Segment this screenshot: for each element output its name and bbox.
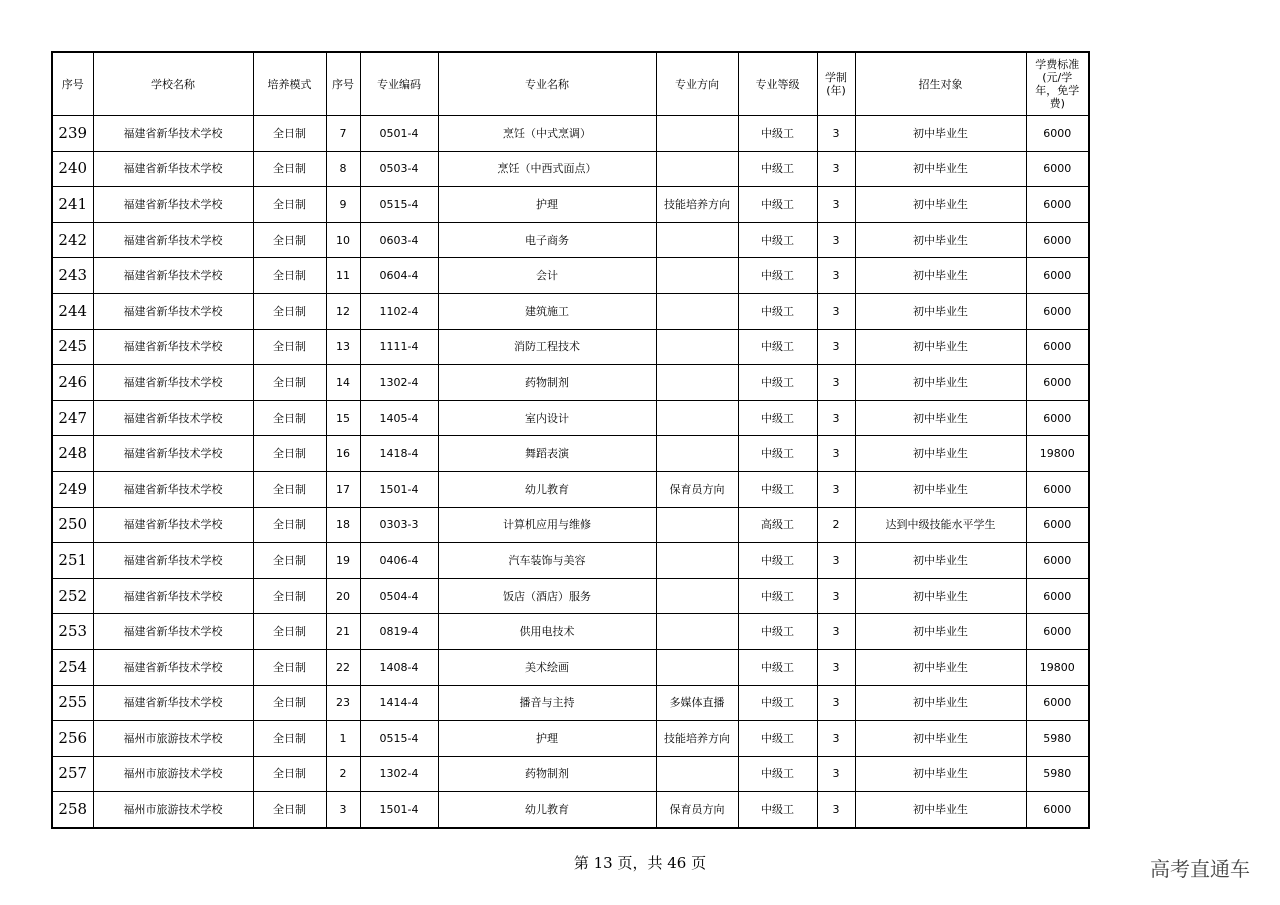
major-name-cell: 药物制剂 — [438, 756, 656, 792]
page-footer: 第 13 页，共 46 页 — [573, 854, 707, 872]
school-name-cell: 福建省新华技术学校 — [93, 614, 253, 650]
row-seq-cell: 247 — [52, 400, 93, 436]
major-seq-cell: 11 — [326, 258, 360, 294]
major-direction-cell — [656, 578, 738, 614]
duration-cell: 3 — [817, 756, 855, 792]
training-mode-cell: 全日制 — [253, 649, 326, 685]
major-direction-cell — [656, 222, 738, 258]
tuition-cell: 6000 — [1026, 543, 1089, 579]
row-seq-cell: 243 — [52, 258, 93, 294]
major-name-cell: 电子商务 — [438, 222, 656, 258]
enrollment-table — [51, 51, 1090, 829]
major-direction-cell: 保育员方向 — [656, 471, 738, 507]
training-mode-cell: 全日制 — [253, 756, 326, 792]
row-seq-cell: 255 — [52, 685, 93, 721]
table-row — [52, 614, 1089, 650]
major-name-cell: 护理 — [438, 187, 656, 223]
major-level-cell: 中级工 — [738, 614, 817, 650]
major-seq-cell: 19 — [326, 543, 360, 579]
enrollment-target-cell: 初中毕业生 — [855, 471, 1026, 507]
duration-cell: 3 — [817, 329, 855, 365]
major-direction-cell — [656, 614, 738, 650]
enrollment-target-cell: 初中毕业生 — [855, 329, 1026, 365]
training-mode-cell: 全日制 — [253, 400, 326, 436]
training-mode-cell: 全日制 — [253, 436, 326, 472]
tuition-cell: 6000 — [1026, 614, 1089, 650]
major-name-cell: 美术绘画 — [438, 649, 656, 685]
major-level-cell: 中级工 — [738, 151, 817, 187]
duration-cell: 3 — [817, 293, 855, 329]
duration-cell: 3 — [817, 400, 855, 436]
table-row — [52, 471, 1089, 507]
school-name-cell: 福建省新华技术学校 — [93, 436, 253, 472]
major-seq-cell: 17 — [326, 471, 360, 507]
major-direction-cell — [656, 258, 738, 294]
major-name-cell: 幼儿教育 — [438, 792, 656, 828]
major-level-cell: 中级工 — [738, 222, 817, 258]
major-code-cell: 1405-4 — [360, 400, 438, 436]
enrollment-target-cell: 初中毕业生 — [855, 685, 1026, 721]
header-seq: 序号 — [52, 52, 93, 116]
major-level-cell: 中级工 — [738, 187, 817, 223]
school-name-cell: 福建省新华技术学校 — [93, 187, 253, 223]
table-row — [52, 578, 1089, 614]
major-name-cell: 饭店（酒店）服务 — [438, 578, 656, 614]
major-direction-cell — [656, 507, 738, 543]
enrollment-target-cell: 初中毕业生 — [855, 721, 1026, 757]
training-mode-cell: 全日制 — [253, 151, 326, 187]
header-tuition-text: 学费标准 (元/学 年，免学 费) — [1035, 58, 1080, 110]
major-code-cell: 1102-4 — [360, 293, 438, 329]
enrollment-target-cell: 初中毕业生 — [855, 151, 1026, 187]
major-level-cell: 高级工 — [738, 507, 817, 543]
major-level-cell: 中级工 — [738, 792, 817, 828]
major-code-cell: 0515-4 — [360, 187, 438, 223]
tuition-cell: 6000 — [1026, 507, 1089, 543]
major-code-cell: 0504-4 — [360, 578, 438, 614]
major-seq-cell: 9 — [326, 187, 360, 223]
table-row — [52, 151, 1089, 187]
enrollment-target-cell: 初中毕业生 — [855, 792, 1026, 828]
tuition-cell: 6000 — [1026, 578, 1089, 614]
major-level-cell: 中级工 — [738, 258, 817, 294]
school-name-cell: 福建省新华技术学校 — [93, 543, 253, 579]
school-name-cell: 福建省新华技术学校 — [93, 400, 253, 436]
tuition-cell: 5980 — [1026, 721, 1089, 757]
enrollment-target-cell: 初中毕业生 — [855, 756, 1026, 792]
tuition-cell: 5980 — [1026, 756, 1089, 792]
duration-cell: 3 — [817, 649, 855, 685]
major-seq-cell: 22 — [326, 649, 360, 685]
major-direction-cell: 保育员方向 — [656, 792, 738, 828]
tuition-cell: 19800 — [1026, 649, 1089, 685]
major-name-cell: 舞蹈表演 — [438, 436, 656, 472]
header-row — [52, 52, 1089, 116]
duration-cell: 3 — [817, 187, 855, 223]
major-seq-cell: 21 — [326, 614, 360, 650]
header-school-name: 学校名称 — [93, 52, 253, 116]
training-mode-cell: 全日制 — [253, 187, 326, 223]
school-name-cell: 福建省新华技术学校 — [93, 222, 253, 258]
major-code-cell: 0603-4 — [360, 222, 438, 258]
row-seq-cell: 252 — [52, 578, 93, 614]
enrollment-target-cell: 初中毕业生 — [855, 365, 1026, 401]
header-major-code: 专业编码 — [360, 52, 438, 116]
major-level-cell: 中级工 — [738, 116, 817, 152]
school-name-cell: 福建省新华技术学校 — [93, 578, 253, 614]
major-code-cell: 0303-3 — [360, 507, 438, 543]
school-name-cell: 福建省新华技术学校 — [93, 649, 253, 685]
duration-cell: 3 — [817, 258, 855, 294]
header-duration — [817, 52, 855, 116]
header-enrollment-target: 招生对象 — [855, 52, 1026, 116]
enrollment-target-cell: 初中毕业生 — [855, 116, 1026, 152]
row-seq-cell: 245 — [52, 329, 93, 365]
major-code-cell: 0819-4 — [360, 614, 438, 650]
table-row — [52, 649, 1089, 685]
major-name-cell: 供用电技术 — [438, 614, 656, 650]
table-row — [52, 543, 1089, 579]
major-seq-cell: 3 — [326, 792, 360, 828]
major-code-cell: 1302-4 — [360, 756, 438, 792]
major-code-cell: 0501-4 — [360, 116, 438, 152]
table-row — [52, 507, 1089, 543]
major-name-cell: 药物制剂 — [438, 365, 656, 401]
enrollment-target-cell: 初中毕业生 — [855, 578, 1026, 614]
tuition-cell: 6000 — [1026, 293, 1089, 329]
duration-cell: 3 — [817, 685, 855, 721]
duration-cell: 3 — [817, 578, 855, 614]
major-direction-cell: 多媒体直播 — [656, 685, 738, 721]
table-row — [52, 329, 1089, 365]
training-mode-cell: 全日制 — [253, 507, 326, 543]
training-mode-cell: 全日制 — [253, 258, 326, 294]
major-code-cell: 1501-4 — [360, 471, 438, 507]
table-row — [52, 365, 1089, 401]
header-major-name: 专业名称 — [438, 52, 656, 116]
training-mode-cell: 全日制 — [253, 792, 326, 828]
table-row — [52, 436, 1089, 472]
tuition-cell: 6000 — [1026, 471, 1089, 507]
major-code-cell: 1501-4 — [360, 792, 438, 828]
major-name-cell: 烹饪（中式烹调） — [438, 116, 656, 152]
enrollment-target-cell: 初中毕业生 — [855, 222, 1026, 258]
enrollment-target-cell: 初中毕业生 — [855, 543, 1026, 579]
training-mode-cell: 全日制 — [253, 543, 326, 579]
major-name-cell: 消防工程技术 — [438, 329, 656, 365]
school-name-cell: 福建省新华技术学校 — [93, 329, 253, 365]
school-name-cell: 福建省新华技术学校 — [93, 151, 253, 187]
header-major-level: 专业等级 — [738, 52, 817, 116]
major-seq-cell: 2 — [326, 756, 360, 792]
table-row — [52, 187, 1089, 223]
major-name-cell: 烹饪（中西式面点） — [438, 151, 656, 187]
major-direction-cell — [656, 293, 738, 329]
row-seq-cell: 248 — [52, 436, 93, 472]
table-row — [52, 258, 1089, 294]
major-name-cell: 计算机应用与维修 — [438, 507, 656, 543]
duration-cell: 3 — [817, 222, 855, 258]
header-major-direction: 专业方向 — [656, 52, 738, 116]
major-name-cell: 播音与主持 — [438, 685, 656, 721]
major-direction-cell: 技能培养方向 — [656, 721, 738, 757]
enrollment-target-cell: 初中毕业生 — [855, 400, 1026, 436]
header-training-mode: 培养模式 — [253, 52, 326, 116]
school-name-cell: 福州市旅游技术学校 — [93, 792, 253, 828]
duration-cell: 3 — [817, 614, 855, 650]
duration-cell: 3 — [817, 116, 855, 152]
major-level-cell: 中级工 — [738, 756, 817, 792]
major-level-cell: 中级工 — [738, 685, 817, 721]
row-seq-cell: 242 — [52, 222, 93, 258]
enrollment-target-cell: 初中毕业生 — [855, 293, 1026, 329]
enrollment-target-cell: 初中毕业生 — [855, 258, 1026, 294]
major-seq-cell: 1 — [326, 721, 360, 757]
school-name-cell: 福建省新华技术学校 — [93, 365, 253, 401]
enrollment-target-cell: 初中毕业生 — [855, 649, 1026, 685]
major-code-cell: 0503-4 — [360, 151, 438, 187]
training-mode-cell: 全日制 — [253, 116, 326, 152]
major-direction-cell: 技能培养方向 — [656, 187, 738, 223]
row-seq-cell: 241 — [52, 187, 93, 223]
row-seq-cell: 240 — [52, 151, 93, 187]
major-name-cell: 建筑施工 — [438, 293, 656, 329]
tuition-cell: 6000 — [1026, 151, 1089, 187]
major-code-cell: 1418-4 — [360, 436, 438, 472]
tuition-cell: 6000 — [1026, 365, 1089, 401]
row-seq-cell: 250 — [52, 507, 93, 543]
major-level-cell: 中级工 — [738, 578, 817, 614]
duration-cell: 2 — [817, 507, 855, 543]
header-major-seq: 序号 — [326, 52, 360, 116]
major-direction-cell — [656, 329, 738, 365]
row-seq-cell: 257 — [52, 756, 93, 792]
major-seq-cell: 12 — [326, 293, 360, 329]
training-mode-cell: 全日制 — [253, 578, 326, 614]
duration-cell: 3 — [817, 721, 855, 757]
major-direction-cell — [656, 400, 738, 436]
tuition-cell: 6000 — [1026, 116, 1089, 152]
row-seq-cell: 258 — [52, 792, 93, 828]
training-mode-cell: 全日制 — [253, 721, 326, 757]
school-name-cell: 福建省新华技术学校 — [93, 685, 253, 721]
table-body — [52, 116, 1089, 828]
header-tuition — [1026, 52, 1089, 116]
major-name-cell: 护理 — [438, 721, 656, 757]
major-seq-cell: 16 — [326, 436, 360, 472]
major-code-cell: 0406-4 — [360, 543, 438, 579]
enrollment-target-cell: 达到中级技能水平学生 — [855, 507, 1026, 543]
major-direction-cell — [656, 543, 738, 579]
duration-cell: 3 — [817, 151, 855, 187]
tuition-cell: 19800 — [1026, 436, 1089, 472]
watermark: 高考直通车 — [1150, 857, 1250, 881]
tuition-cell: 6000 — [1026, 258, 1089, 294]
school-name-cell: 福建省新华技术学校 — [93, 293, 253, 329]
major-level-cell: 中级工 — [738, 436, 817, 472]
training-mode-cell: 全日制 — [253, 293, 326, 329]
enrollment-target-cell: 初中毕业生 — [855, 614, 1026, 650]
table-row — [52, 685, 1089, 721]
major-seq-cell: 18 — [326, 507, 360, 543]
enrollment-target-cell: 初中毕业生 — [855, 436, 1026, 472]
duration-cell: 3 — [817, 436, 855, 472]
major-direction-cell — [656, 365, 738, 401]
tuition-cell: 6000 — [1026, 685, 1089, 721]
tuition-cell: 6000 — [1026, 400, 1089, 436]
major-direction-cell — [656, 151, 738, 187]
major-name-cell: 汽车装饰与美容 — [438, 543, 656, 579]
major-seq-cell: 14 — [326, 365, 360, 401]
row-seq-cell: 254 — [52, 649, 93, 685]
table-row — [52, 721, 1089, 757]
major-level-cell: 中级工 — [738, 649, 817, 685]
school-name-cell: 福建省新华技术学校 — [93, 258, 253, 294]
major-level-cell: 中级工 — [738, 365, 817, 401]
major-seq-cell: 15 — [326, 400, 360, 436]
training-mode-cell: 全日制 — [253, 471, 326, 507]
major-seq-cell: 8 — [326, 151, 360, 187]
duration-cell: 3 — [817, 792, 855, 828]
duration-cell: 3 — [817, 365, 855, 401]
training-mode-cell: 全日制 — [253, 685, 326, 721]
training-mode-cell: 全日制 — [253, 329, 326, 365]
major-name-cell: 幼儿教育 — [438, 471, 656, 507]
row-seq-cell: 253 — [52, 614, 93, 650]
major-seq-cell: 7 — [326, 116, 360, 152]
row-seq-cell: 244 — [52, 293, 93, 329]
row-seq-cell: 251 — [52, 543, 93, 579]
tuition-cell: 6000 — [1026, 329, 1089, 365]
major-seq-cell: 10 — [326, 222, 360, 258]
school-name-cell: 福建省新华技术学校 — [93, 471, 253, 507]
table-row — [52, 293, 1089, 329]
school-name-cell: 福州市旅游技术学校 — [93, 721, 253, 757]
school-name-cell: 福建省新华技术学校 — [93, 507, 253, 543]
duration-cell: 3 — [817, 471, 855, 507]
major-direction-cell — [656, 116, 738, 152]
major-code-cell: 1302-4 — [360, 365, 438, 401]
row-seq-cell: 249 — [52, 471, 93, 507]
table-row — [52, 400, 1089, 436]
major-direction-cell — [656, 436, 738, 472]
major-level-cell: 中级工 — [738, 293, 817, 329]
table-row — [52, 756, 1089, 792]
training-mode-cell: 全日制 — [253, 614, 326, 650]
table-row — [52, 222, 1089, 258]
tuition-cell: 6000 — [1026, 222, 1089, 258]
school-name-cell: 福建省新华技术学校 — [93, 116, 253, 152]
row-seq-cell: 256 — [52, 721, 93, 757]
header-duration-text: 学制 (年) — [825, 71, 847, 97]
major-code-cell: 0604-4 — [360, 258, 438, 294]
major-name-cell: 会计 — [438, 258, 656, 294]
tuition-cell: 6000 — [1026, 187, 1089, 223]
duration-cell: 3 — [817, 543, 855, 579]
training-mode-cell: 全日制 — [253, 222, 326, 258]
major-level-cell: 中级工 — [738, 543, 817, 579]
major-level-cell: 中级工 — [738, 400, 817, 436]
major-name-cell: 室内设计 — [438, 400, 656, 436]
major-direction-cell — [656, 756, 738, 792]
major-code-cell: 1408-4 — [360, 649, 438, 685]
major-level-cell: 中级工 — [738, 721, 817, 757]
tuition-cell: 6000 — [1026, 792, 1089, 828]
major-level-cell: 中级工 — [738, 329, 817, 365]
school-name-cell: 福州市旅游技术学校 — [93, 756, 253, 792]
major-seq-cell: 20 — [326, 578, 360, 614]
major-code-cell: 1111-4 — [360, 329, 438, 365]
major-code-cell: 1414-4 — [360, 685, 438, 721]
table-row — [52, 792, 1089, 828]
row-seq-cell: 246 — [52, 365, 93, 401]
major-seq-cell: 23 — [326, 685, 360, 721]
table-row — [52, 116, 1089, 152]
major-direction-cell — [656, 649, 738, 685]
major-seq-cell: 13 — [326, 329, 360, 365]
row-seq-cell: 239 — [52, 116, 93, 152]
major-code-cell: 0515-4 — [360, 721, 438, 757]
major-level-cell: 中级工 — [738, 471, 817, 507]
enrollment-target-cell: 初中毕业生 — [855, 187, 1026, 223]
training-mode-cell: 全日制 — [253, 365, 326, 401]
